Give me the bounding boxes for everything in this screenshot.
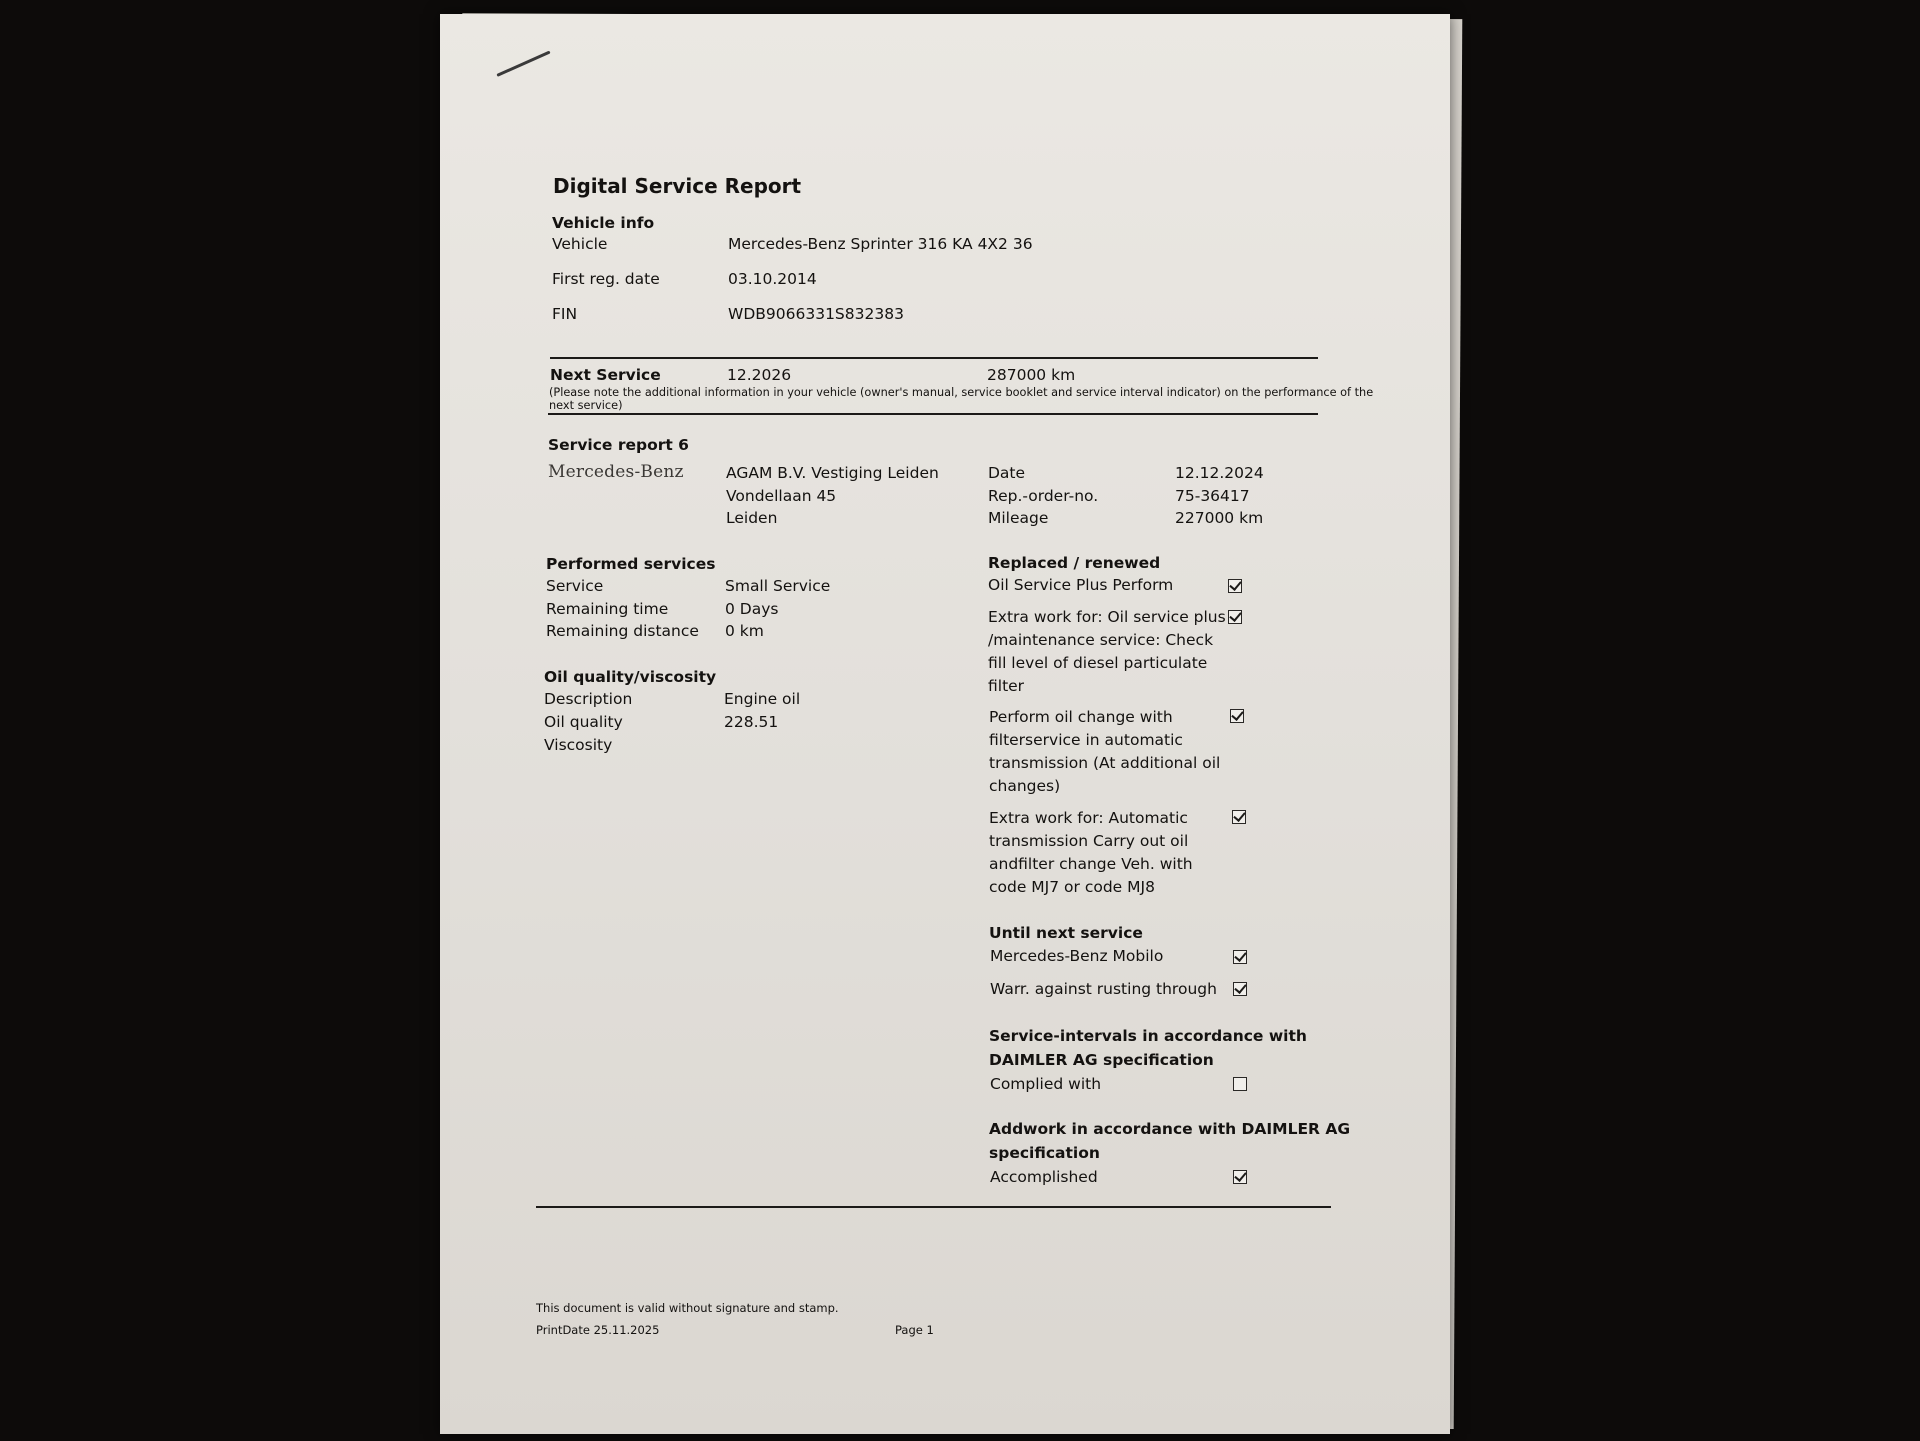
until-next-heading: Until next service (989, 924, 1143, 942)
accomplished-checkbox[interactable] (1233, 1170, 1247, 1184)
replaced-item-checkbox[interactable] (1228, 579, 1242, 593)
intervals-heading-line2: DAIMLER AG specification (989, 1051, 1214, 1069)
next-service-note-line1: (Please note the additional information in your vehicle (owner's manual, service booklet and service interval indicator) on the performance of the (549, 386, 1374, 399)
checkmark-icon (1234, 949, 1246, 962)
addwork-heading-line1: Addwork in accordance with DAIMLER AG (989, 1120, 1351, 1138)
checkmark-icon (1234, 1169, 1246, 1182)
until-next-item-label: Warr. against rusting through (990, 980, 1217, 998)
order-value: 75-36417 (1175, 487, 1250, 505)
replaced-heading: Replaced / renewed (988, 554, 1161, 572)
print-date: PrintDate 25.11.2025 (536, 1323, 660, 1337)
order-label: Rep.-order-no. (988, 487, 1099, 505)
checkmark-icon (1229, 578, 1241, 591)
service-report-heading: Service report 6 (548, 436, 689, 454)
dealer-street: Vondellaan 45 (726, 487, 837, 505)
complied-with-label: Complied with (990, 1075, 1102, 1093)
vehicle-label: Vehicle (552, 235, 608, 253)
mileage-label: Mileage (988, 509, 1049, 527)
remaining-time-value: 0 Days (725, 600, 779, 618)
dealer-city: Leiden (726, 509, 778, 527)
next-service-date: 12.2026 (727, 366, 792, 384)
checkmark-icon (1231, 708, 1243, 721)
replaced-item-checkbox[interactable] (1230, 709, 1244, 723)
checkmark-icon (1233, 809, 1245, 822)
replaced-item-label: Perform oil change with filterservice in automatic transmission (At additional oil changes) (989, 708, 1221, 795)
oil-description-value: Engine oil (724, 690, 801, 708)
oil-quality-label: Oil quality (544, 713, 623, 731)
replaced-item-label: Extra work for: Oil service plus /maintenance service: Check fill level of diesel particulate filter (988, 608, 1226, 695)
date-label: Date (988, 464, 1026, 482)
mileage-value: 227000 km (1175, 509, 1264, 527)
addwork-heading-line2: specification (989, 1144, 1100, 1162)
replaced-item-checkbox[interactable] (1232, 810, 1246, 824)
replaced-item-label: Extra work for: Automatic transmission Carry out oil andfilter change Veh. with code MJ7 or code MJ8 (989, 809, 1193, 896)
checkmark-icon (1229, 609, 1241, 622)
divider-next-service (548, 413, 1318, 415)
checkmark-icon (1234, 981, 1246, 994)
date-value: 12.12.2024 (1175, 464, 1264, 482)
validity-note: This document is valid without signature and stamp. (536, 1301, 839, 1315)
next-service-label: Next Service (550, 366, 661, 384)
next-service-note-line2: next service) (549, 399, 623, 412)
complied-with-checkbox[interactable] (1233, 1077, 1247, 1091)
remaining-distance-value: 0 km (725, 622, 764, 640)
oil-quality-value: 228.51 (724, 713, 779, 731)
first-reg-label: First reg. date (552, 270, 660, 288)
remaining-time-label: Remaining time (546, 600, 669, 618)
vehicle-info-heading: Vehicle info (552, 214, 655, 232)
service-label: Service (546, 577, 604, 595)
until-next-item-checkbox[interactable] (1233, 950, 1247, 964)
until-next-item-label: Mercedes-Benz Mobilo (990, 947, 1164, 965)
divider-top (550, 357, 1318, 359)
dealer-name: AGAM B.V. Vestiging Leiden (726, 464, 939, 482)
intervals-heading-line1: Service-intervals in accordance with (989, 1027, 1307, 1045)
next-service-mileage: 287000 km (987, 366, 1076, 384)
until-next-item-checkbox[interactable] (1233, 982, 1247, 996)
replaced-item-checkbox[interactable] (1228, 610, 1242, 624)
mercedes-benz-logo: Mercedes-Benz (548, 462, 684, 482)
vehicle-value: Mercedes-Benz Sprinter 316 KA 4X2 36 (728, 235, 1033, 253)
page-number: Page 1 (895, 1323, 934, 1337)
fin-label: FIN (552, 305, 578, 323)
document-title: Digital Service Report (553, 174, 802, 198)
replaced-item-label: Oil Service Plus Perform (988, 576, 1174, 594)
service-value: Small Service (725, 577, 831, 595)
oil-description-label: Description (544, 690, 633, 708)
oil-heading: Oil quality/viscosity (544, 668, 717, 686)
accomplished-label: Accomplished (990, 1168, 1098, 1186)
fin-value: WDB9066331S832383 (728, 305, 904, 323)
first-reg-value: 03.10.2014 (728, 270, 817, 288)
divider-bottom (536, 1206, 1331, 1208)
performed-services-heading: Performed services (546, 555, 716, 573)
viscosity-label: Viscosity (544, 736, 613, 754)
remaining-distance-label: Remaining distance (546, 622, 699, 640)
